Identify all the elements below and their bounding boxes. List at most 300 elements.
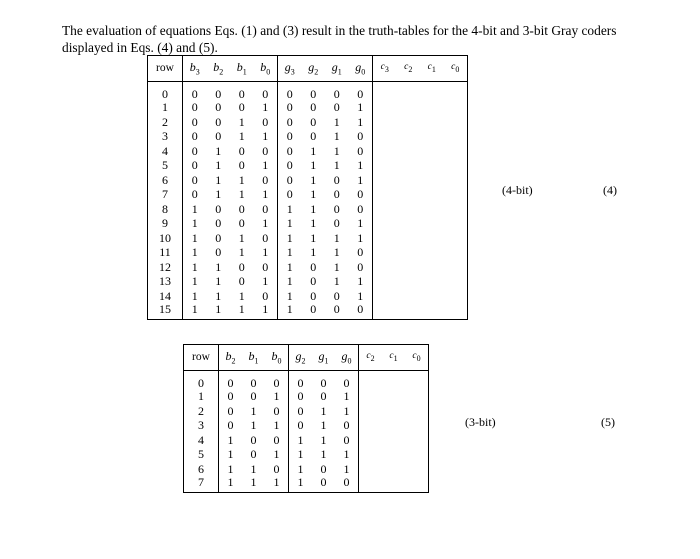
c-output-cell bbox=[444, 289, 468, 304]
binary-input-cell: 0 bbox=[238, 201, 245, 216]
gray-output-cell: 0 bbox=[278, 187, 302, 202]
gray-output-cell: 1 bbox=[289, 462, 313, 477]
row-index-cell: 10 bbox=[159, 230, 171, 245]
binary-input-cell: 1 bbox=[238, 245, 245, 260]
c-output-cell bbox=[405, 433, 429, 448]
c-output-cell bbox=[373, 231, 397, 246]
c-output-cell bbox=[397, 100, 421, 115]
binary-input-cell: 1 bbox=[262, 100, 269, 115]
table-row bbox=[148, 129, 468, 144]
binary-input-cell: 1 bbox=[250, 418, 257, 433]
row-index-cell: 6 bbox=[198, 461, 204, 476]
table-row bbox=[184, 389, 429, 404]
gray-output-cell: 1 bbox=[343, 389, 350, 404]
c-output-cell bbox=[373, 202, 397, 217]
gray-output-cell: 1 bbox=[357, 216, 364, 231]
gray-output-cell: 0 bbox=[278, 144, 302, 159]
b-header-symbol: b bbox=[248, 348, 255, 363]
binary-input-cell: 0 bbox=[238, 274, 245, 289]
c-output-cell bbox=[420, 129, 444, 144]
binary-input-cell: 1 bbox=[183, 202, 207, 217]
gray-output-cell: 1 bbox=[343, 461, 350, 476]
gray-output-cell: 0 bbox=[278, 100, 302, 115]
gray-output-cell: 0 bbox=[320, 376, 327, 390]
intro-paragraph: The evaluation of equations Eqs. (1) and (3) result in the truth-tables for the 4-bit and 3-bit Gray coders displayed in Eqs. (4) and (5). bbox=[62, 23, 617, 56]
binary-input-cell: 1 bbox=[219, 462, 243, 477]
binary-input-cell: 0 bbox=[250, 447, 257, 462]
c-header-symbol: c bbox=[389, 351, 394, 362]
gray-output-cell: 1 bbox=[310, 230, 317, 245]
equation-number-4: (4) bbox=[603, 183, 617, 197]
c-output-cell bbox=[420, 82, 444, 101]
c-output-cell bbox=[397, 144, 421, 159]
g-header-subscript: 0 bbox=[361, 67, 366, 77]
b-column-header bbox=[265, 345, 289, 371]
binary-input-cell: 0 bbox=[215, 245, 222, 260]
gray-output-cell: 1 bbox=[289, 433, 313, 448]
row-column-header: row bbox=[184, 345, 219, 371]
c-output-cell bbox=[373, 82, 397, 101]
b-column-header bbox=[242, 345, 265, 371]
row-index-cell: 2 bbox=[162, 114, 168, 129]
c-output-cell bbox=[420, 231, 444, 246]
b-header-symbol: b bbox=[213, 59, 220, 74]
binary-input-cell: 1 bbox=[215, 187, 222, 202]
c-output-cell bbox=[405, 404, 429, 419]
b-column-header bbox=[254, 56, 278, 82]
gray-output-cell: 1 bbox=[278, 274, 302, 289]
c-output-cell bbox=[382, 404, 405, 419]
c-output-cell bbox=[359, 476, 383, 493]
c-header-symbol: c bbox=[451, 62, 456, 73]
gray-output-cell: 1 bbox=[357, 230, 364, 245]
b-header-symbol: b bbox=[225, 348, 232, 363]
binary-input-cell: 1 bbox=[219, 476, 243, 493]
c-output-cell bbox=[373, 158, 397, 173]
gray-output-cell: 1 bbox=[357, 172, 364, 187]
row-index-cell: 1 bbox=[198, 389, 204, 404]
binary-input-cell: 0 bbox=[183, 173, 207, 188]
g-header-subscript: 2 bbox=[314, 67, 319, 77]
c-output-cell bbox=[444, 260, 468, 275]
c-output-cell bbox=[397, 187, 421, 202]
binary-input-cell: 0 bbox=[273, 376, 280, 390]
table-row bbox=[184, 476, 429, 493]
binary-input-cell: 0 bbox=[215, 216, 222, 231]
c-output-cell bbox=[359, 404, 383, 419]
c-output-cell bbox=[405, 389, 429, 404]
row-index-cell: 14 bbox=[159, 288, 171, 303]
c-output-cell bbox=[397, 202, 421, 217]
c-output-cell bbox=[444, 245, 468, 260]
binary-input-cell: 0 bbox=[262, 143, 269, 158]
binary-input-cell: 1 bbox=[183, 274, 207, 289]
gray-output-cell: 0 bbox=[289, 389, 313, 404]
gray-output-cell: 1 bbox=[278, 260, 302, 275]
binary-input-cell: 0 bbox=[262, 288, 269, 303]
c-output-cell bbox=[444, 129, 468, 144]
table-row bbox=[148, 274, 468, 289]
row-index-cell: 4 bbox=[162, 143, 168, 158]
binary-input-cell: 0 bbox=[219, 371, 243, 390]
c-output-cell bbox=[373, 144, 397, 159]
g-column-header bbox=[335, 345, 359, 371]
c-output-cell bbox=[373, 274, 397, 289]
gray-output-cell: 0 bbox=[333, 172, 340, 187]
c-output-cell bbox=[444, 202, 468, 217]
g-column-header bbox=[302, 56, 326, 82]
binary-input-cell: 0 bbox=[183, 129, 207, 144]
binary-input-cell: 1 bbox=[183, 231, 207, 246]
gray-output-cell: 1 bbox=[278, 231, 302, 246]
binary-input-cell: 0 bbox=[215, 114, 222, 129]
c-output-cell bbox=[444, 82, 468, 101]
c-output-cell bbox=[444, 274, 468, 289]
binary-input-cell: 0 bbox=[215, 201, 222, 216]
c-output-cell bbox=[397, 245, 421, 260]
gray-output-cell: 0 bbox=[278, 82, 302, 101]
binary-input-cell: 0 bbox=[262, 172, 269, 187]
g-header-symbol: g bbox=[295, 348, 302, 363]
c-header-subscript: 2 bbox=[370, 353, 375, 363]
binary-input-cell: 1 bbox=[219, 433, 243, 448]
c-output-cell bbox=[420, 216, 444, 231]
binary-input-cell: 1 bbox=[238, 114, 245, 129]
c-column-header bbox=[382, 345, 405, 371]
gray-output-cell: 0 bbox=[333, 201, 340, 216]
binary-input-cell: 0 bbox=[273, 403, 280, 418]
gray-output-cell: 0 bbox=[357, 129, 364, 144]
gray-code-3bit-truth-table bbox=[183, 344, 429, 493]
c-header-subscript: 1 bbox=[431, 64, 436, 74]
c-output-cell bbox=[382, 371, 405, 390]
c-output-cell bbox=[405, 476, 429, 493]
gray-output-cell: 0 bbox=[310, 114, 317, 129]
binary-input-cell: 0 bbox=[238, 100, 245, 115]
g-header-subscript: 3 bbox=[290, 67, 295, 77]
c-header-subscript: 0 bbox=[416, 353, 421, 363]
binary-input-cell: 1 bbox=[238, 288, 245, 303]
table-row bbox=[184, 418, 429, 433]
binary-input-cell: 1 bbox=[219, 447, 243, 462]
c-output-cell bbox=[373, 303, 397, 320]
c-output-cell bbox=[373, 216, 397, 231]
binary-input-cell: 1 bbox=[215, 302, 222, 316]
binary-input-cell: 1 bbox=[183, 303, 207, 320]
row-index-cell: 7 bbox=[162, 187, 168, 202]
gray-output-cell: 1 bbox=[333, 143, 340, 158]
binary-input-cell: 1 bbox=[238, 172, 245, 187]
gray-output-cell: 0 bbox=[357, 187, 364, 202]
c-output-cell bbox=[397, 260, 421, 275]
table-row bbox=[148, 202, 468, 217]
binary-input-cell: 0 bbox=[262, 201, 269, 216]
c-output-cell bbox=[359, 389, 383, 404]
gray-output-cell: 1 bbox=[289, 476, 313, 493]
gray-output-cell: 1 bbox=[310, 216, 317, 231]
b-header-subscript: 3 bbox=[195, 67, 200, 77]
gray-output-cell: 1 bbox=[333, 114, 340, 129]
binary-input-cell: 1 bbox=[215, 158, 222, 173]
c-column-header bbox=[420, 56, 444, 82]
gray-output-cell: 1 bbox=[310, 201, 317, 216]
gray-output-cell: 0 bbox=[333, 100, 340, 115]
c-output-cell bbox=[359, 371, 383, 390]
table-row bbox=[148, 216, 468, 231]
binary-input-cell: 0 bbox=[183, 115, 207, 130]
gray-output-cell: 1 bbox=[333, 129, 340, 144]
row-index-cell: 12 bbox=[159, 259, 171, 274]
gray-output-cell: 1 bbox=[278, 289, 302, 304]
gray-output-cell: 1 bbox=[289, 447, 313, 462]
gray-output-cell: 1 bbox=[333, 230, 340, 245]
gray-output-cell: 0 bbox=[310, 129, 317, 144]
c-header-symbol: c bbox=[427, 62, 432, 73]
row-index-cell: 5 bbox=[198, 447, 204, 462]
binary-input-cell: 0 bbox=[215, 87, 222, 101]
binary-input-cell: 1 bbox=[250, 403, 257, 418]
binary-input-cell: 1 bbox=[238, 187, 245, 202]
b-header-subscript: 1 bbox=[242, 67, 247, 77]
table-row bbox=[184, 371, 429, 390]
c-output-cell bbox=[405, 462, 429, 477]
table-row bbox=[148, 303, 468, 320]
c-output-cell bbox=[373, 245, 397, 260]
c-output-cell bbox=[444, 173, 468, 188]
g-header-symbol: g bbox=[318, 348, 325, 363]
c-output-cell bbox=[405, 447, 429, 462]
binary-input-cell: 1 bbox=[215, 274, 222, 289]
c-output-cell bbox=[420, 173, 444, 188]
c-output-cell bbox=[373, 260, 397, 275]
g-header-subscript: 1 bbox=[337, 67, 342, 77]
binary-input-cell: 0 bbox=[183, 100, 207, 115]
gray-output-cell: 1 bbox=[310, 143, 317, 158]
binary-input-cell: 0 bbox=[183, 82, 207, 101]
binary-input-cell: 0 bbox=[215, 230, 222, 245]
binary-input-cell: 1 bbox=[238, 129, 245, 144]
c-output-cell bbox=[444, 144, 468, 159]
c-output-cell bbox=[420, 274, 444, 289]
b-header-subscript: 0 bbox=[277, 356, 282, 366]
table-row bbox=[148, 187, 468, 202]
c-header-subscript: 2 bbox=[408, 64, 413, 74]
binary-input-cell: 1 bbox=[262, 129, 269, 144]
c-output-cell bbox=[397, 158, 421, 173]
c-output-cell bbox=[382, 462, 405, 477]
c-output-cell bbox=[405, 418, 429, 433]
gray-output-cell: 0 bbox=[310, 302, 317, 316]
gray-output-cell: 0 bbox=[278, 129, 302, 144]
c-output-cell bbox=[397, 231, 421, 246]
gray-output-cell: 1 bbox=[278, 303, 302, 320]
c-output-cell bbox=[382, 418, 405, 433]
gray-output-cell: 0 bbox=[289, 404, 313, 419]
binary-input-cell: 1 bbox=[262, 216, 269, 231]
row-index-cell: 5 bbox=[162, 158, 168, 173]
table-row bbox=[148, 100, 468, 115]
gray-output-cell: 1 bbox=[357, 158, 364, 173]
c-output-cell bbox=[444, 216, 468, 231]
gray-output-cell: 1 bbox=[333, 274, 340, 289]
binary-input-cell: 0 bbox=[215, 129, 222, 144]
gray-output-cell: 0 bbox=[343, 432, 350, 447]
c-column-header bbox=[359, 345, 383, 371]
c-output-cell bbox=[397, 289, 421, 304]
binary-input-cell: 1 bbox=[215, 288, 222, 303]
c-output-cell bbox=[359, 433, 383, 448]
row-index-cell: 11 bbox=[159, 245, 171, 260]
g-header-symbol: g bbox=[355, 59, 362, 74]
gray-output-cell: 0 bbox=[333, 187, 340, 202]
b-header-symbol: b bbox=[260, 59, 267, 74]
c-header-symbol: c bbox=[412, 351, 417, 362]
equation-number-5: (5) bbox=[601, 415, 615, 429]
b-header-subscript: 0 bbox=[266, 67, 271, 77]
binary-input-cell: 1 bbox=[183, 260, 207, 275]
binary-input-cell: 1 bbox=[273, 389, 280, 404]
gray-output-cell: 1 bbox=[333, 158, 340, 173]
c-output-cell bbox=[420, 289, 444, 304]
gray-output-cell: 0 bbox=[310, 259, 317, 274]
gray-output-cell: 0 bbox=[310, 87, 317, 101]
binary-input-cell: 0 bbox=[215, 100, 222, 115]
binary-input-cell: 1 bbox=[262, 187, 269, 202]
g-header-subscript: 2 bbox=[301, 356, 306, 366]
c-output-cell bbox=[373, 187, 397, 202]
b-header-symbol: b bbox=[236, 59, 243, 74]
c-column-header bbox=[397, 56, 421, 82]
c-output-cell bbox=[444, 158, 468, 173]
gray-output-cell: 1 bbox=[310, 187, 317, 202]
g-header-symbol: g bbox=[284, 59, 291, 74]
b-column-header bbox=[207, 56, 231, 82]
gray-output-cell: 0 bbox=[310, 288, 317, 303]
binary-input-cell: 0 bbox=[250, 389, 257, 404]
gray-output-cell: 0 bbox=[278, 115, 302, 130]
binary-input-cell: 1 bbox=[183, 289, 207, 304]
binary-input-cell: 1 bbox=[215, 172, 222, 187]
gray-output-cell: 1 bbox=[278, 216, 302, 231]
binary-input-cell: 1 bbox=[183, 216, 207, 231]
gray-output-cell: 1 bbox=[357, 114, 364, 129]
gray-output-cell: 0 bbox=[278, 173, 302, 188]
c-output-cell bbox=[359, 418, 383, 433]
gray-output-cell: 0 bbox=[357, 201, 364, 216]
c-output-cell bbox=[444, 187, 468, 202]
c-output-cell bbox=[397, 274, 421, 289]
gray-output-cell: 1 bbox=[357, 288, 364, 303]
g-column-header bbox=[325, 56, 349, 82]
c-column-header bbox=[405, 345, 429, 371]
gray-output-cell: 0 bbox=[333, 87, 340, 101]
table-row bbox=[148, 115, 468, 130]
c-output-cell bbox=[382, 389, 405, 404]
gray-output-cell: 1 bbox=[278, 245, 302, 260]
binary-input-cell: 0 bbox=[262, 230, 269, 245]
table-row bbox=[148, 158, 468, 173]
gray-output-cell: 1 bbox=[357, 274, 364, 289]
row-index-cell: 3 bbox=[198, 418, 204, 433]
row-index-cell: 0 bbox=[162, 87, 168, 101]
row-index-cell: 3 bbox=[162, 129, 168, 144]
binary-input-cell: 1 bbox=[250, 461, 257, 476]
table-row bbox=[148, 260, 468, 275]
c-output-cell bbox=[373, 289, 397, 304]
c-output-cell bbox=[397, 216, 421, 231]
row-index-cell: 8 bbox=[162, 201, 168, 216]
gray-output-cell: 1 bbox=[333, 259, 340, 274]
c-header-subscript: 3 bbox=[384, 64, 389, 74]
gray-output-cell: 1 bbox=[310, 245, 317, 260]
gray-output-cell: 0 bbox=[278, 158, 302, 173]
binary-input-cell: 0 bbox=[262, 114, 269, 129]
c-output-cell bbox=[359, 447, 383, 462]
c-output-cell bbox=[373, 115, 397, 130]
table-row bbox=[148, 144, 468, 159]
binary-input-cell: 0 bbox=[250, 432, 257, 447]
c-output-cell bbox=[373, 129, 397, 144]
gray-output-cell: 0 bbox=[320, 389, 327, 404]
b-header-subscript: 1 bbox=[254, 356, 259, 366]
gray-output-cell: 0 bbox=[357, 259, 364, 274]
gray-output-cell: 1 bbox=[320, 403, 327, 418]
c-output-cell bbox=[444, 303, 468, 320]
row-index-cell: 2 bbox=[198, 403, 204, 418]
c-output-cell bbox=[420, 202, 444, 217]
b-column-header bbox=[183, 56, 207, 82]
gray-output-cell: 1 bbox=[310, 172, 317, 187]
c-header-subscript: 1 bbox=[393, 353, 398, 363]
c-output-cell bbox=[420, 260, 444, 275]
binary-input-cell: 0 bbox=[273, 432, 280, 447]
g-header-symbol: g bbox=[331, 59, 338, 74]
c-output-cell bbox=[397, 303, 421, 320]
b-header-symbol: b bbox=[189, 59, 196, 74]
gray-output-cell: 1 bbox=[310, 158, 317, 173]
binary-input-cell: 0 bbox=[250, 376, 257, 390]
g-column-header bbox=[289, 345, 313, 371]
binary-input-cell: 0 bbox=[262, 259, 269, 274]
row-column-header: row bbox=[148, 56, 183, 82]
g-header-symbol: g bbox=[341, 348, 348, 363]
binary-input-cell: 1 bbox=[273, 418, 280, 433]
row-index-cell: 13 bbox=[159, 274, 171, 289]
gray-output-cell: 0 bbox=[310, 274, 317, 289]
gray-output-cell: 1 bbox=[320, 447, 327, 462]
row-index-cell: 15 bbox=[159, 302, 171, 316]
binary-input-cell: 0 bbox=[238, 259, 245, 274]
binary-input-cell: 0 bbox=[219, 418, 243, 433]
c-header-symbol: c bbox=[380, 62, 385, 73]
table-row bbox=[148, 231, 468, 246]
row-index-cell: 6 bbox=[162, 172, 168, 187]
table-row bbox=[184, 404, 429, 419]
binary-input-cell: 0 bbox=[183, 187, 207, 202]
g-column-header bbox=[312, 345, 335, 371]
c-output-cell bbox=[420, 158, 444, 173]
gray-output-cell: 0 bbox=[357, 302, 364, 316]
c-output-cell bbox=[420, 245, 444, 260]
c-output-cell bbox=[382, 447, 405, 462]
binary-input-cell: 0 bbox=[273, 461, 280, 476]
table-row bbox=[184, 447, 429, 462]
binary-input-cell: 1 bbox=[262, 302, 269, 316]
gray-output-cell: 0 bbox=[343, 376, 350, 390]
c-output-cell bbox=[420, 115, 444, 130]
c-output-cell bbox=[397, 82, 421, 101]
binary-input-cell: 0 bbox=[238, 158, 245, 173]
